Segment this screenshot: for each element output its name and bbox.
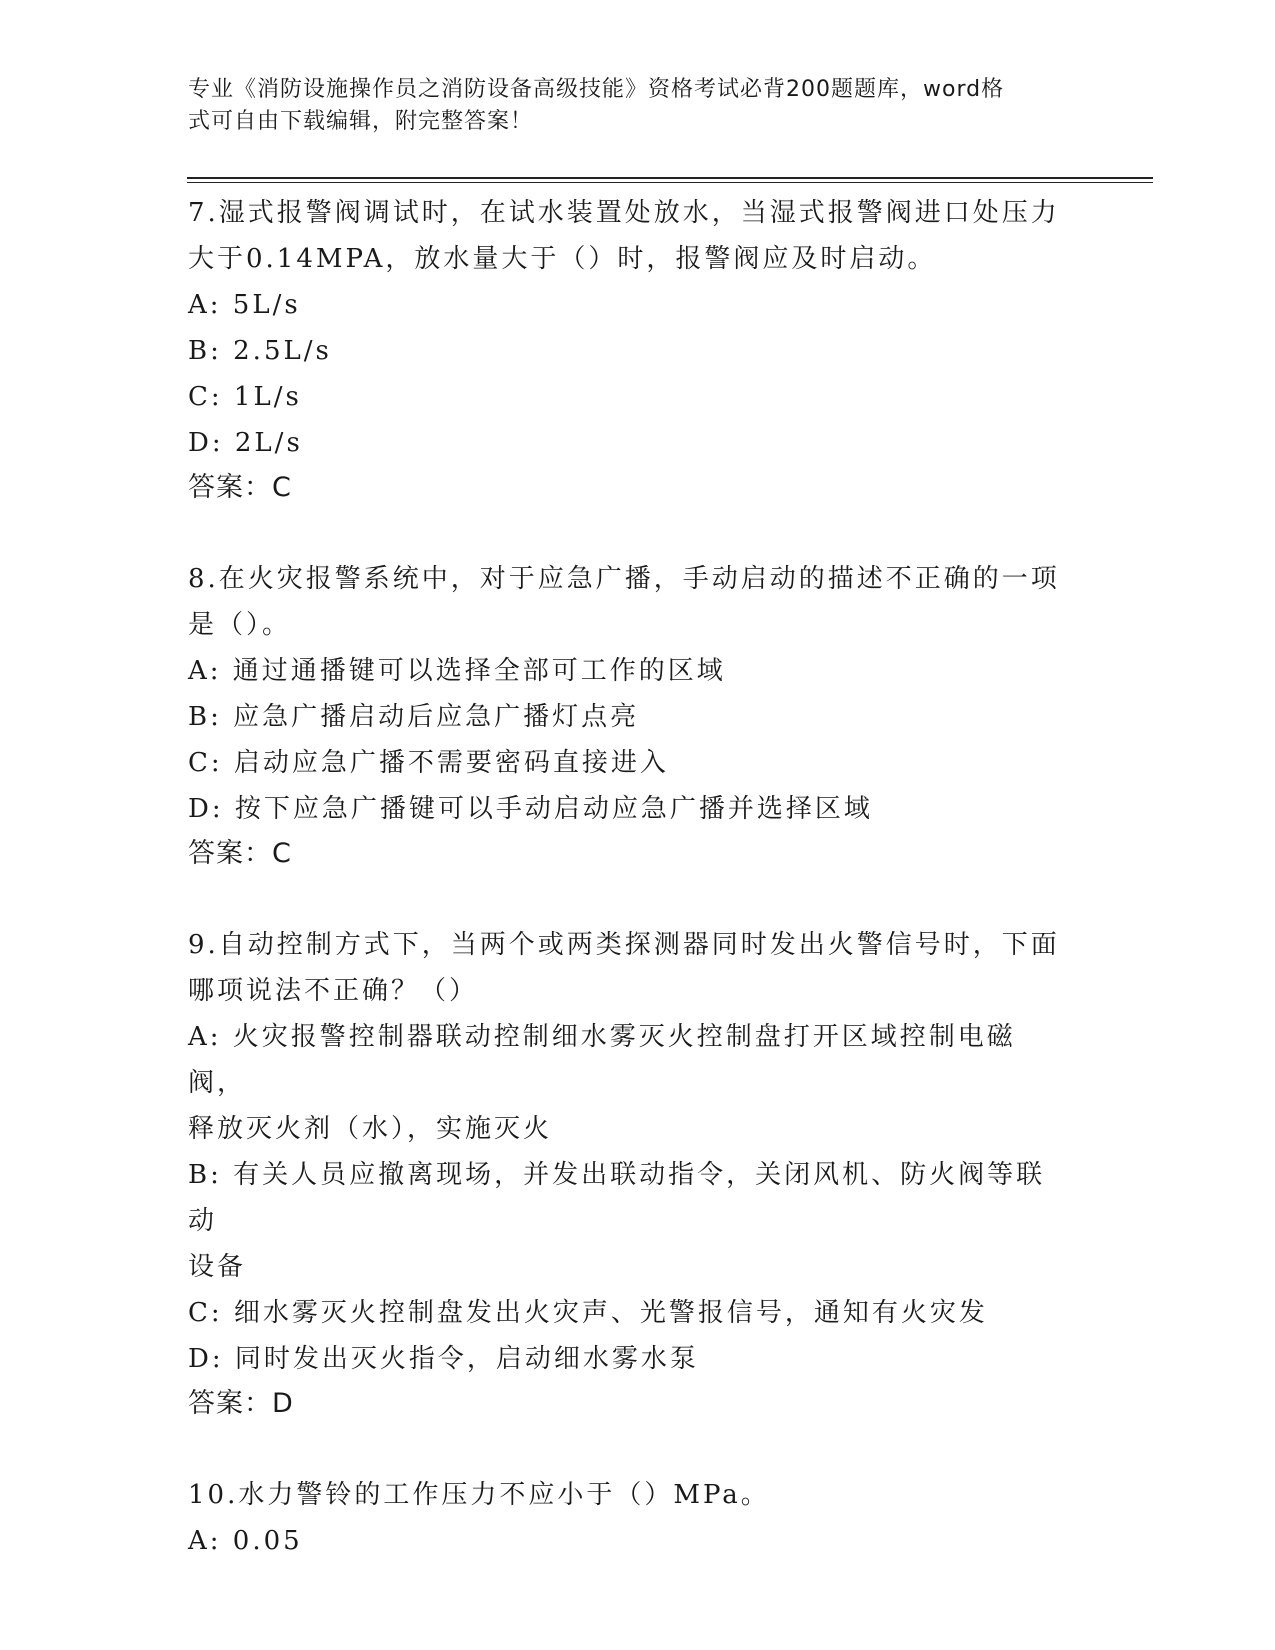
answer-label: 答案：D [188, 1388, 294, 1419]
question-spacer [188, 1426, 1068, 1472]
question-7 [188, 190, 1068, 510]
question-list [188, 190, 1068, 1564]
option-a: A: 火灾报警控制器联动控制细水雾灭火控制盘打开区域控制电磁阀， [188, 1022, 1016, 1098]
option-d: D: 按下应急广播键可以手动启动应急广播并选择区域 [188, 794, 873, 824]
header-line-2: 式可自由下载编辑，附完整答案！ [188, 109, 534, 134]
question-9 [188, 922, 1068, 1426]
question-8 [188, 556, 1068, 876]
document-header [188, 74, 1068, 138]
option-b: B: 有关人员应撤离现场，并发出联动指令，关闭风机、防火阀等联动 [188, 1160, 1046, 1236]
option-d: D: 2L/s [188, 428, 303, 458]
option-a: A: 0.05 [188, 1526, 303, 1556]
answer-label: 答案：C [188, 472, 292, 503]
option-a: A: 通过通播键可以选择全部可工作的区域 [188, 656, 726, 686]
option-c: C: 1L/s [188, 382, 302, 412]
option-c: C: 细水雾灭火控制盘发出火灾声、光警报信号，通知有火灾发 [188, 1298, 988, 1328]
option-b: B: 2.5L/s [188, 336, 332, 366]
question-stem-line: 10.水力警铃的工作压力不应小于（）MPa。 [188, 1480, 770, 1510]
question-stem-line: 哪项说法不正确？（） [188, 976, 479, 1006]
question-stem-line: 是（）。 [188, 610, 292, 640]
header-divider-thin [187, 182, 1153, 183]
answer-label: 答案：C [188, 838, 292, 869]
header-line-1: 专业《消防设施操作员之消防设备高级技能》资格考试必背200题题库，word格 [188, 77, 1005, 102]
option-d: D: 同时发出灭火指令，启动细水雾水泵 [188, 1344, 699, 1374]
question-stem-line: 8.在火灾报警系统中，对于应急广播，手动启动的描述不正确的一项 [188, 564, 1060, 594]
option-a: A: 5L/s [188, 290, 301, 320]
option-b: B: 应急广播启动后应急广播灯点亮 [188, 702, 640, 732]
question-spacer [188, 510, 1068, 556]
question-stem-line: 7.湿式报警阀调试时，在试水装置处放水，当湿式报警阀进口处压力 [188, 198, 1060, 228]
option-a-continued: 释放灭火剂（水），实施灭火 [188, 1114, 553, 1144]
question-stem-line: 9.自动控制方式下，当两个或两类探测器同时发出火警信号时，下面 [188, 930, 1060, 960]
question-10 [188, 1472, 1068, 1564]
option-c: C: 启动应急广播不需要密码直接进入 [188, 748, 669, 778]
question-stem-line: 大于0.14MPA，放水量大于（）时，报警阀应及时启动。 [188, 244, 937, 274]
option-b-continued: 设备 [188, 1252, 247, 1282]
header-divider-thick [187, 177, 1153, 179]
question-spacer [188, 876, 1068, 922]
